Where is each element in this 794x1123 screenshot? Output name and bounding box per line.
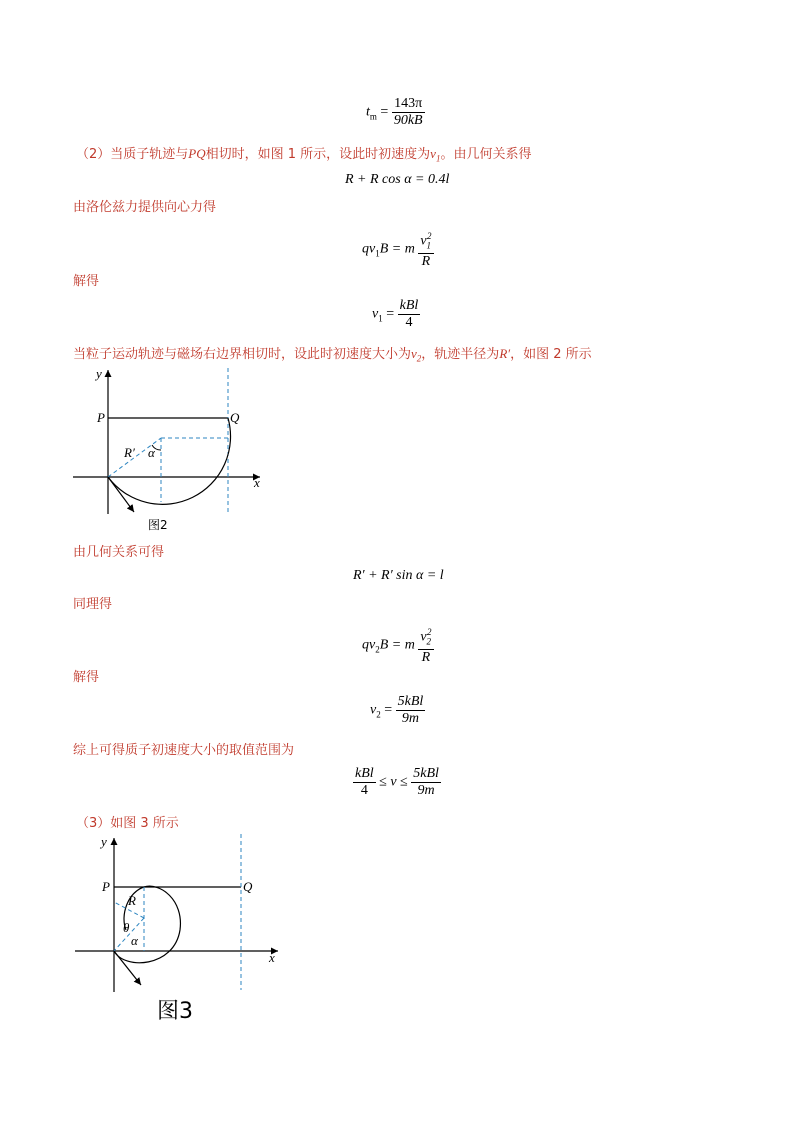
eq-range-num1: kBl — [355, 766, 374, 781]
eq-tm-lhs: t — [366, 104, 370, 120]
part3: （3）如图 3 所示 — [76, 816, 179, 831]
fig2-q-label: Q — [230, 410, 240, 425]
eq-range — [353, 766, 441, 799]
eq-v1-sub: 1 — [378, 313, 383, 324]
eq-force2-sub: 2 — [375, 644, 380, 655]
eq-v1-num: kBl — [399, 298, 419, 313]
eq-v1-den: 4 — [405, 315, 413, 330]
eq-geo1: R + R cos α = 0.4l — [345, 172, 450, 187]
fig3-caption: 图3 — [157, 999, 193, 1024]
part2-pq: PQ — [188, 146, 206, 161]
figure-2 — [68, 364, 268, 534]
eq-range-num2: 5kBl — [413, 766, 439, 781]
line-right-c: ，如图 2 所示 — [510, 347, 592, 362]
fig3-x-label: x — [269, 950, 275, 965]
eq-v2-num: 5kBl — [397, 694, 424, 709]
eq-force1 — [362, 228, 434, 270]
part2-v1: $v_1$ — [430, 146, 441, 164]
line-geo2: 由几何关系可得 — [73, 545, 165, 560]
fig2-trajectory — [108, 418, 231, 504]
line-lorentz: 由洛伦兹力提供向心力得 — [73, 200, 217, 215]
eq-v1-lhs: v — [372, 306, 379, 322]
part2-line — [76, 143, 531, 164]
eq-force1-num: $v_1^2$ — [418, 228, 433, 254]
eq-force1-lhs: qv — [362, 241, 376, 257]
fig3-q-label: Q — [243, 879, 253, 894]
line-range: 综上可得质子初速度大小的取值范围为 — [73, 743, 295, 758]
eq-force1-sub: 1 — [375, 248, 380, 259]
fig2-alpha-label: α — [148, 445, 155, 460]
eq-tm: $t_m$ = $\frac{143\pi}{90kB}$ — [366, 96, 423, 128]
solve2: 解得 — [73, 670, 100, 685]
eq-tm-num: 143π — [392, 96, 425, 113]
solve1: 解得 — [73, 274, 100, 289]
fig3-r-label: R — [128, 893, 136, 908]
eq-force1-tail: B = m — [379, 241, 415, 257]
line-right — [73, 343, 592, 364]
eq-force2 — [362, 624, 434, 666]
fig2-y-label: y — [96, 366, 102, 381]
eq-range-den2: 9m — [417, 783, 435, 798]
eq-geo2: R′ + R′ sin α = l — [353, 568, 444, 583]
eq-v2-den: 9m — [401, 711, 420, 726]
eq-v2-sub: 2 — [376, 709, 381, 720]
line-right-r: R′ — [499, 346, 511, 361]
fig3-alpha-label: α — [131, 933, 138, 948]
fig3-theta-label: θ — [123, 920, 130, 935]
line-right-b: ，轨迹半径为 — [421, 347, 500, 362]
eq-force2-tail: B = m — [379, 637, 415, 653]
eq-range-mid: ≤ v ≤ — [379, 774, 408, 790]
part2-end: 。由几何关系得 — [440, 147, 532, 162]
figure-3 — [70, 830, 285, 995]
eq-force2-lhs: qv — [362, 637, 376, 653]
part2-intro: （2）当质子轨迹与 — [76, 147, 189, 162]
line-right-v2: $v_2$ — [411, 346, 422, 364]
line-right-a: 当粒子运动轨迹与磁场右边界相切时，设此时初速度大小为 — [73, 347, 412, 362]
fig2-r-label: R′ — [124, 445, 135, 460]
eq-v1: $v_1$ = $\frac{\text{kBl}}{4}$ — [372, 298, 419, 330]
eq-v2: $v_2$ = $\frac{\text{5kBl}}{9m}$ — [370, 694, 424, 726]
eq-force2-num: $v_2^2$ — [418, 624, 433, 650]
eq-tm-sub: m — [369, 111, 377, 122]
fig2-caption: 图2 — [148, 518, 168, 532]
eq-range-den1: 4 — [360, 783, 368, 798]
fig2-p-label: P — [97, 410, 105, 425]
eq-tm-den: 90kB — [393, 113, 423, 128]
part2-rest: 相切时，如图 1 所示，设此时初速度为 — [205, 147, 431, 162]
eq-v2-lhs: v — [370, 702, 377, 718]
eq-force1-den: R — [421, 254, 431, 270]
eq-force2-den: R — [421, 650, 431, 666]
fig3-y-label: y — [101, 834, 107, 849]
fig2-velocity-arrow — [108, 477, 134, 512]
fig3-velocity-arrow — [114, 951, 141, 985]
line-same: 同理得 — [73, 597, 113, 612]
fig3-p-label: P — [102, 879, 110, 894]
fig2-x-label: x — [254, 475, 260, 490]
